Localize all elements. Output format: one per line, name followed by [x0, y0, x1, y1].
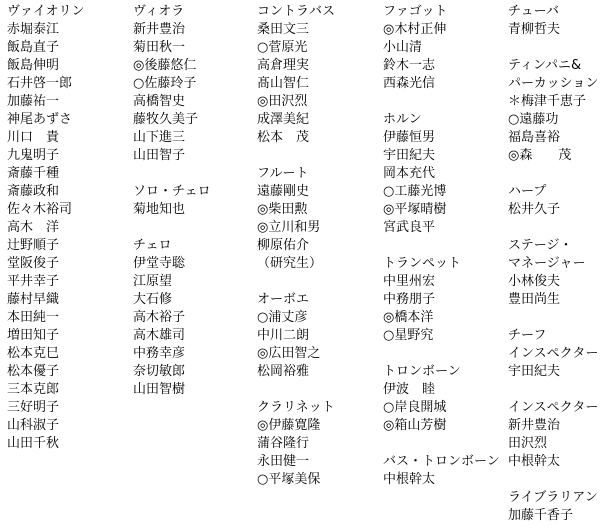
roster-column-5 — [508, 3, 598, 525]
spacer — [383, 345, 500, 363]
member-name: ◎橋本洋 — [383, 310, 434, 325]
member-name: 山田智子 — [133, 148, 186, 163]
member-name: 加藤千香子 — [508, 508, 574, 523]
member-name: 藤村早織 — [7, 292, 60, 307]
member-name: ○佐藤玲子 — [133, 76, 197, 91]
member-name: 伊藤恒男 — [383, 130, 436, 145]
member-name: 川口 貴 — [7, 130, 60, 145]
section-heading: ヴィオラ — [133, 4, 185, 19]
spacer — [257, 273, 335, 291]
spacer — [133, 219, 211, 237]
spacer — [508, 471, 598, 489]
member-name: 堂阪俊子 — [7, 256, 60, 271]
member-name: 奈切敏郎 — [133, 364, 186, 379]
section-heading: ステージ・ — [508, 238, 573, 253]
member-name: 高木 洋 — [7, 220, 60, 235]
member-name: 飯島直子 — [7, 40, 60, 55]
member-name: 佐々木裕司 — [7, 202, 73, 217]
member-name: 高木裕子 — [133, 310, 186, 325]
member-name: ◎田沢烈 — [257, 94, 308, 109]
roster-column-4 — [383, 3, 500, 489]
member-name: ◎箱山芳樹 — [383, 418, 447, 433]
section-heading: トランペット — [383, 256, 462, 271]
member-name: （研究生） — [257, 256, 323, 271]
spacer — [133, 165, 211, 183]
member-name: 鈴木一志 — [383, 58, 436, 73]
member-name: 神尾あずさ — [7, 112, 73, 127]
member-name: ○星野究 — [383, 328, 434, 343]
section-heading: クラリネット — [257, 400, 335, 415]
spacer — [383, 237, 500, 255]
member-name: 三本克郎 — [7, 382, 60, 397]
roster-column-3 — [257, 3, 335, 489]
member-name: ◎森 茂 — [508, 148, 572, 163]
member-name: ◎柴田勲 — [257, 202, 308, 217]
section-heading: フルート — [257, 166, 309, 181]
member-name: ○岸良開城 — [383, 400, 447, 415]
member-name: ○菅原光 — [257, 40, 308, 55]
member-name: 松岡裕雅 — [257, 364, 310, 379]
member-name: ○工藤光博 — [383, 184, 447, 199]
section-heading: インスペクター — [508, 400, 599, 415]
member-name: ○浦丈彦 — [257, 310, 308, 325]
member-name: ◎立川和男 — [257, 220, 321, 235]
member-name: 福島喜裕 — [508, 130, 561, 145]
spacer — [508, 39, 598, 57]
section-heading: チューバ — [508, 4, 559, 19]
member-name: 斎藤千種 — [7, 166, 60, 181]
member-name: 九鬼明子 — [7, 148, 60, 163]
spacer — [383, 435, 500, 453]
member-name: 宇田紀夫 — [383, 148, 436, 163]
spacer — [383, 93, 500, 111]
member-name: 山田智樹 — [133, 382, 186, 397]
member-name: ○遠藤功 — [508, 112, 559, 127]
member-name: 菊田秋一 — [133, 40, 186, 55]
section-heading: チーフ — [508, 328, 547, 343]
section-heading: ライブラリアン — [508, 490, 598, 505]
member-name: 平井幸子 — [7, 274, 60, 289]
member-name: ◎広田智之 — [257, 346, 321, 361]
section-heading: コントラバス — [257, 4, 336, 19]
member-name: 山科淑子 — [7, 418, 60, 433]
member-name: 西森光信 — [383, 76, 436, 91]
member-name: 髙山智仁 — [257, 76, 310, 91]
member-name: 山田千秋 — [7, 436, 60, 451]
member-name: 加藤祐一 — [7, 94, 60, 109]
member-name: 松本 茂 — [257, 130, 310, 145]
member-name: 飯島伸明 — [7, 58, 60, 73]
member-name: 本田純一 — [7, 310, 60, 325]
member-name: 松本優子 — [7, 364, 60, 379]
member-name: 永田健一 — [257, 454, 310, 469]
spacer — [257, 147, 335, 165]
member-name: 岡本充代 — [383, 166, 436, 181]
spacer — [257, 381, 335, 399]
section-heading: パーカッション — [508, 76, 599, 91]
member-name: 大石修 — [133, 292, 173, 307]
roster-column-1 — [7, 3, 84, 453]
spacer — [508, 381, 598, 399]
member-name: 遠藤剛史 — [257, 184, 310, 199]
roster-column-2 — [133, 3, 211, 399]
section-heading: トロンボーン — [383, 364, 461, 379]
section-heading: オーボエ — [257, 292, 310, 307]
member-name: 藤牧久美子 — [133, 112, 199, 127]
member-name: 斎藤政和 — [7, 184, 60, 199]
member-name: 小林俊夫 — [508, 274, 561, 289]
member-name: 増田知子 — [7, 328, 60, 343]
member-name: 柳原佑介 — [257, 238, 310, 253]
member-name: 高橋智史 — [133, 94, 186, 109]
section-heading: ティンパニ& — [508, 58, 582, 73]
section-heading: ヴァイオリン — [7, 4, 85, 19]
member-name: 辻野順子 — [7, 238, 60, 253]
member-name: 中根幹太 — [508, 454, 561, 469]
member-name: 中里州宏 — [383, 274, 436, 289]
section-heading: チェロ — [133, 238, 172, 253]
member-name: 田沢烈 — [508, 436, 548, 451]
member-name: 宇田紀夫 — [508, 364, 561, 379]
member-name: 中川二朗 — [257, 328, 310, 343]
member-name: 小山清 — [383, 40, 423, 55]
member-name: 高木雄司 — [133, 328, 186, 343]
member-name: 伊波 睦 — [383, 382, 436, 397]
member-name: 中務幸彦 — [133, 346, 186, 361]
member-name: ○平塚美保 — [257, 472, 321, 487]
member-name: 中務朋子 — [383, 292, 436, 307]
member-name: 赤堀泰江 — [7, 22, 60, 37]
member-name: 青柳哲夫 — [508, 22, 561, 37]
member-name: 山下進三 — [133, 130, 186, 145]
member-name: ＊梅津千恵子 — [508, 94, 587, 109]
section-heading: ソロ・チェロ — [133, 184, 211, 199]
section-heading: ホルン — [383, 112, 422, 127]
member-name: ◎後藤悠仁 — [133, 58, 197, 73]
member-name: 中根幹太 — [383, 472, 436, 487]
member-name: 松井久子 — [508, 202, 561, 217]
member-name: ◎伊藤寛隆 — [257, 418, 321, 433]
member-name: 新井豊治 — [133, 22, 186, 37]
member-name: 成澤美紀 — [257, 112, 310, 127]
section-heading: インスペクター — [508, 346, 599, 361]
spacer — [508, 309, 598, 327]
member-name: 三好明子 — [7, 400, 60, 415]
member-name: 桑田文三 — [257, 22, 310, 37]
section-heading: マネージャー — [508, 256, 586, 271]
section-heading: ハープ — [508, 184, 547, 199]
member-name: 松本克巳 — [7, 346, 60, 361]
member-name: 蒲谷隆行 — [257, 436, 310, 451]
member-name: 江原望 — [133, 274, 173, 289]
member-name: ◎平塚晴樹 — [383, 202, 447, 217]
member-name: 豊田尚生 — [508, 292, 561, 307]
spacer — [508, 165, 598, 183]
section-heading: ファゴット — [383, 4, 448, 19]
member-name: 伊堂寺聡 — [133, 256, 186, 271]
member-name: 宮武良平 — [383, 220, 436, 235]
member-name: 新井豊治 — [508, 418, 561, 433]
member-name: 石井啓一郎 — [7, 76, 73, 91]
member-name: 高倉理実 — [257, 58, 310, 73]
section-heading: バス・トロンボーン — [383, 454, 500, 469]
member-name: 菊地知也 — [133, 202, 186, 217]
member-name: ◎木村正伸 — [383, 22, 447, 37]
spacer — [508, 219, 598, 237]
